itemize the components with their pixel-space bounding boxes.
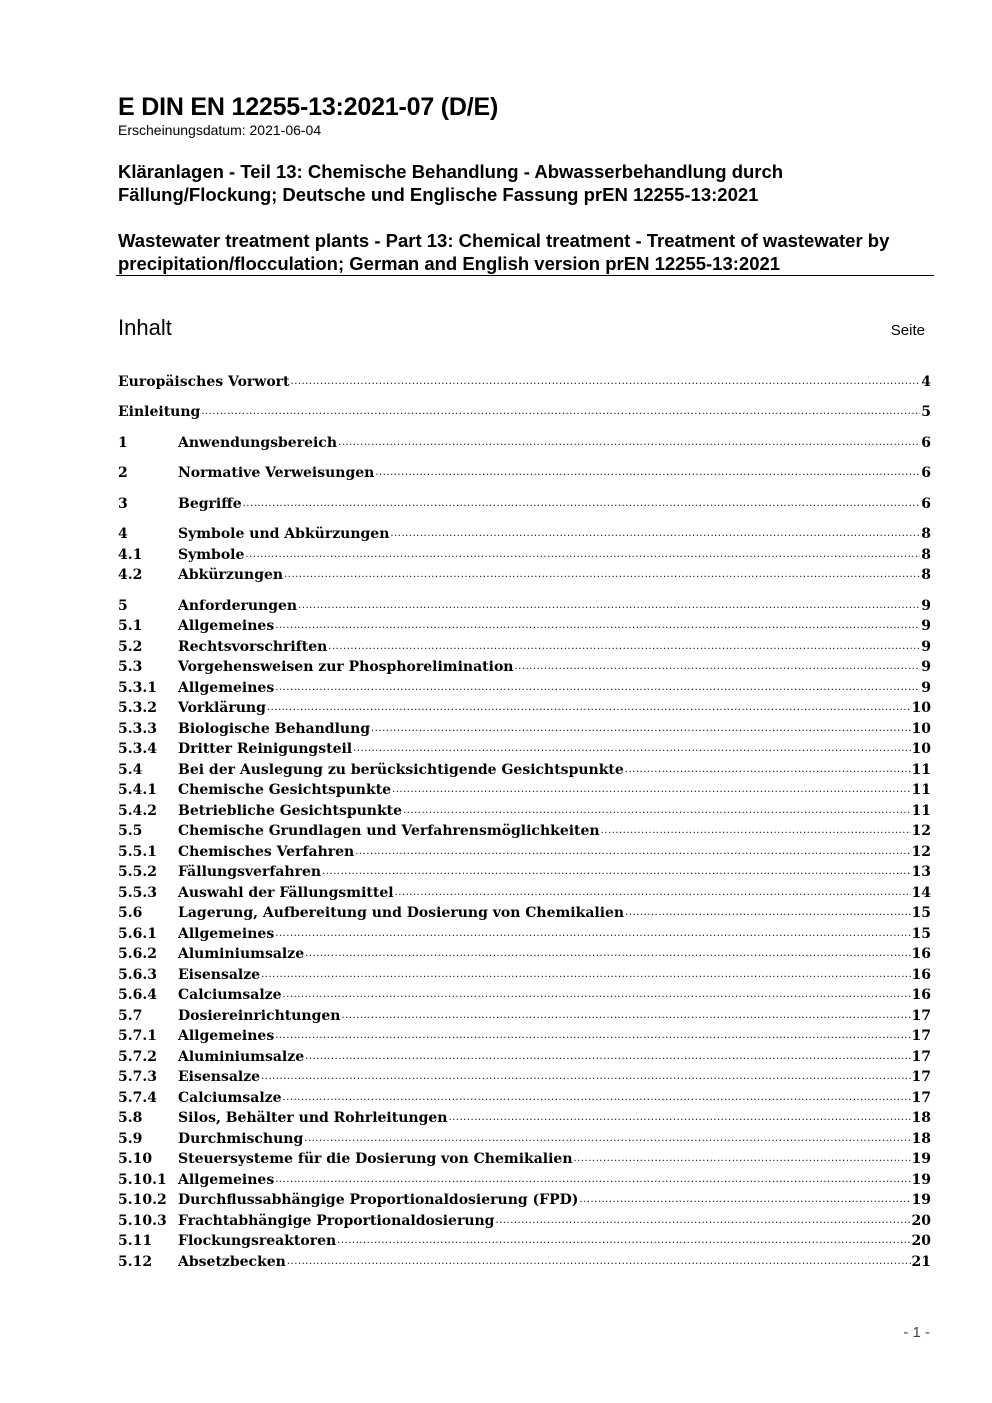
toc-entry-title: Calciumsalze <box>178 1090 282 1106</box>
toc-entry[interactable] <box>118 1067 931 1087</box>
title-german: Kläranlagen - Teil 13: Chemische Behandlung - Abwasserbehandlung durch Fällung/Flockung; Deutsche und Englische Fassung prEN 12255-13:2021 <box>118 161 784 205</box>
toc-entry-page: 20 <box>911 1233 931 1249</box>
toc-page-column-label: Seite <box>890 322 925 339</box>
toc-entry-page: 17 <box>911 1049 931 1065</box>
toc-entry[interactable] <box>118 616 931 636</box>
toc-dot-leader <box>243 492 921 514</box>
toc-entry-number: 5.9 <box>118 1131 143 1147</box>
toc-entry[interactable] <box>118 1231 931 1251</box>
toc-entry-title: Allgemeines <box>178 1172 275 1188</box>
toc-entry-page: 12 <box>911 823 931 839</box>
toc-entry-title: Flockungsreaktoren <box>178 1233 337 1249</box>
toc-dot-leader <box>305 942 910 964</box>
toc-entry-title: Auswahl der Fällungsmittel <box>178 885 394 901</box>
toc-entry-title: Bei der Auslegung zu berücksichtigende Gesichtspunkte <box>178 762 624 778</box>
toc-dot-leader <box>328 635 920 657</box>
toc-dot-leader <box>495 1209 910 1231</box>
toc-entry-page: 9 <box>921 680 931 696</box>
toc-entry[interactable] <box>118 1170 931 1190</box>
toc-entry-page: 17 <box>911 1028 931 1044</box>
toc-entry-title: Betriebliche Gesichtspunkte <box>178 803 403 819</box>
toc-entry-page: 15 <box>911 926 931 942</box>
toc-dot-leader <box>338 431 920 453</box>
toc-entry-number: 2 <box>118 465 128 481</box>
toc-dot-leader <box>283 1086 911 1108</box>
toc-entry-title: Chemische Gesichtspunkte <box>178 782 392 798</box>
toc-entry-page: 18 <box>911 1110 931 1126</box>
toc-entry-title: Chemisches Verfahren <box>178 844 355 860</box>
toc-entry-title: Calciumsalze <box>178 987 282 1003</box>
title-english: Wastewater treatment plants - Part 13: Chemical treatment - Treatment of wastewater by precipitation/flocculation; German and English version prEN 12255-13:2021 <box>118 230 890 274</box>
toc-entry[interactable] <box>118 678 931 698</box>
toc-entry[interactable] <box>118 1149 931 1169</box>
toc-entry-number: 1 <box>118 435 128 451</box>
toc-dot-leader <box>283 983 911 1005</box>
toc-entry-number: 5.11 <box>118 1233 153 1249</box>
toc-entry-number: 5.7.3 <box>118 1069 157 1085</box>
toc-entry-page: 18 <box>911 1131 931 1147</box>
toc-entry[interactable] <box>118 760 931 780</box>
toc-entry-page: 19 <box>911 1172 931 1188</box>
toc-dot-leader <box>291 370 921 392</box>
toc-entry[interactable] <box>118 944 931 964</box>
toc-entry-title: Chemische Grundlagen und Verfahrensmöglichkeiten <box>178 823 600 839</box>
toc-entry[interactable] <box>118 657 931 677</box>
toc-entry-number: 5.6 <box>118 905 143 921</box>
toc-entry-title: Rechtsvorschriften <box>178 639 328 655</box>
publication-date: Erscheinungsdatum: 2021-06-04 <box>118 122 322 138</box>
toc-entry-page: 11 <box>911 762 931 778</box>
toc-entry-number: 5.7.1 <box>118 1028 157 1044</box>
toc-entry[interactable] <box>118 801 931 821</box>
toc-entry-page: 16 <box>911 967 931 983</box>
toc-dot-leader <box>579 1188 910 1210</box>
toc-entry[interactable] <box>118 372 931 392</box>
toc-entry[interactable] <box>118 1252 931 1272</box>
toc-entry[interactable] <box>118 985 931 1005</box>
toc-entry-number: 5.6.4 <box>118 987 157 1003</box>
toc-entry-number: 5.5.1 <box>118 844 157 860</box>
toc-dot-leader <box>371 717 910 739</box>
toc-dot-leader <box>267 696 911 718</box>
toc-entry-page: 17 <box>911 1008 931 1024</box>
toc-entry[interactable] <box>118 842 931 862</box>
toc-dot-leader <box>304 1127 910 1149</box>
toc-entry-title: Fällungsverfahren <box>178 864 322 880</box>
toc-entry[interactable] <box>118 862 931 882</box>
toc-entry-number: 5.4.2 <box>118 803 157 819</box>
toc-entry-page: 8 <box>921 526 931 542</box>
toc-entry-page: 6 <box>921 496 931 512</box>
toc-dot-leader <box>275 676 920 698</box>
toc-entry-number: 5.10 <box>118 1151 153 1167</box>
toc-dot-leader <box>390 522 920 544</box>
toc-heading: Inhalt <box>118 315 172 340</box>
toc-entry-title: Frachtabhängige Proportionaldosierung <box>178 1213 495 1229</box>
toc-entry-title: Begriffe <box>178 496 242 512</box>
toc-entry-page: 19 <box>911 1192 931 1208</box>
toc-entry-title: Eisensalze <box>178 1069 261 1085</box>
toc-dot-leader <box>448 1106 910 1128</box>
toc-entry-title: Aluminiumsalze <box>178 1049 305 1065</box>
toc-dot-leader <box>574 1147 911 1169</box>
toc-entry-title: Dritter Reinigungsteil <box>178 741 353 757</box>
toc-entry-page: 17 <box>911 1090 931 1106</box>
toc-entry-number: 5.3.3 <box>118 721 157 737</box>
toc-entry-title: Absetzbecken <box>178 1254 286 1270</box>
toc-entry-number: 5.1 <box>118 618 143 634</box>
toc-dot-leader <box>275 1168 910 1190</box>
toc-entry[interactable] <box>118 494 931 514</box>
toc-dot-leader <box>355 840 910 862</box>
toc-entry[interactable] <box>118 545 931 565</box>
toc-entry-title: Normative Verweisungen <box>178 465 375 481</box>
toc-entry-page: 6 <box>921 435 931 451</box>
toc-entry-title: Aluminiumsalze <box>178 946 305 962</box>
toc-entry[interactable] <box>118 821 931 841</box>
toc-dot-leader <box>298 594 920 616</box>
toc-entry-title: Silos, Behälter und Rohrleitungen <box>178 1110 448 1126</box>
toc-entry-title: Steuersysteme für die Dosierung von Chemikalien <box>178 1151 573 1167</box>
toc-entry-title: Anforderungen <box>178 598 298 614</box>
toc-entry[interactable] <box>118 739 931 759</box>
toc-entry[interactable] <box>118 1108 931 1128</box>
toc-entry-page: 11 <box>911 782 931 798</box>
toc-entry-number: 5.10.2 <box>118 1192 167 1208</box>
toc-entry-title: Lagerung, Aufbereitung und Dosierung von Chemikalien <box>178 905 625 921</box>
toc-entry-number: 5.10.1 <box>118 1172 167 1188</box>
toc-entry-number: 5.7 <box>118 1008 143 1024</box>
toc-dot-leader <box>403 799 910 821</box>
toc-entry-number: 5.3.2 <box>118 700 157 716</box>
toc-entry-number: 5.5.2 <box>118 864 157 880</box>
toc-dot-leader <box>322 860 910 882</box>
toc-entry-page: 10 <box>911 721 931 737</box>
toc-entry-page: 4 <box>921 374 931 390</box>
toc-dot-leader <box>275 922 910 944</box>
toc-entry-title: Vorgehensweisen zur Phosphorelimination <box>178 659 514 675</box>
toc-entry[interactable] <box>118 1190 931 1210</box>
toc-entry-page: 9 <box>921 618 931 634</box>
toc-entry-page: 8 <box>921 567 931 583</box>
toc-entry[interactable] <box>118 463 931 483</box>
toc-entry-title: Anwendungsbereich <box>178 435 337 451</box>
toc-entry-number: 5.7.2 <box>118 1049 157 1065</box>
toc-entry-title: Allgemeines <box>178 618 275 634</box>
toc-entry[interactable] <box>118 924 931 944</box>
toc-entry[interactable] <box>118 883 931 903</box>
toc-entry[interactable] <box>118 1129 931 1149</box>
toc-entry-number: 5.5.3 <box>118 885 157 901</box>
toc-entry[interactable] <box>118 524 931 544</box>
toc-entry-page: 5 <box>921 404 931 420</box>
toc-dot-leader <box>392 778 910 800</box>
toc-entry-number: 5.6.1 <box>118 926 157 942</box>
toc-entry-page: 14 <box>911 885 931 901</box>
toc-entry-number: 4.2 <box>118 567 143 583</box>
toc-entry-number: 5.3.4 <box>118 741 157 757</box>
toc-dot-leader <box>337 1229 910 1251</box>
toc-entry[interactable] <box>118 433 931 453</box>
toc-entry-page: 9 <box>921 598 931 614</box>
toc-entry-title: Vorklärung <box>178 700 266 716</box>
toc-dot-leader <box>625 901 910 923</box>
document-number: E DIN EN 12255-13:2021-07 (D/E) <box>118 93 499 121</box>
toc-dot-leader <box>284 563 920 585</box>
toc-entry-number: 5.8 <box>118 1110 143 1126</box>
toc-entry-number: 5.6.3 <box>118 967 157 983</box>
toc-entry-title: Biologische Behandlung <box>178 721 371 737</box>
toc-entry-page: 10 <box>911 700 931 716</box>
toc-entry-title: Symbole <box>178 547 245 563</box>
toc-entry-number: 5.3 <box>118 659 143 675</box>
toc-entry-number: 5.6.2 <box>118 946 157 962</box>
toc-dot-leader <box>375 461 920 483</box>
toc-dot-leader <box>245 543 920 565</box>
toc-dot-leader <box>601 819 911 841</box>
toc-entry-title: Allgemeines <box>178 926 275 942</box>
toc-dot-leader <box>353 737 910 759</box>
toc-dot-leader <box>275 614 920 636</box>
toc-dot-leader <box>261 1065 910 1087</box>
toc-entry-page: 13 <box>911 864 931 880</box>
toc-dot-leader <box>514 655 920 677</box>
toc-entry-number: 3 <box>118 496 128 512</box>
toc-entry-number: 5.10.3 <box>118 1213 167 1229</box>
toc-entry-title: Allgemeines <box>178 1028 275 1044</box>
toc-entry-title: Allgemeines <box>178 680 275 696</box>
toc-entry-title: Eisensalze <box>178 967 261 983</box>
toc-entry-number: 5.2 <box>118 639 143 655</box>
toc-entry[interactable] <box>118 1006 931 1026</box>
toc-entry-title: Einleitung <box>118 404 201 420</box>
toc-entry-title: Symbole und Abkürzungen <box>178 526 390 542</box>
toc-entry-number: 4.1 <box>118 547 143 563</box>
toc-entry[interactable] <box>118 1047 931 1067</box>
page-number: - 1 - <box>903 1324 930 1341</box>
toc-entry-title: Durchflussabhängige Proportionaldosierung (FPD) <box>178 1192 579 1208</box>
toc-entry[interactable] <box>118 637 931 657</box>
toc-entry-page: 12 <box>911 844 931 860</box>
toc-entry-page: 16 <box>911 987 931 1003</box>
toc-entry-number: 5.7.4 <box>118 1090 157 1106</box>
toc-entry-number: 5 <box>118 598 128 614</box>
toc-entry-title: Dosiereinrichtungen <box>178 1008 341 1024</box>
toc-entry[interactable] <box>118 402 931 422</box>
toc-entry-title: Abkürzungen <box>178 567 284 583</box>
toc-entry[interactable] <box>118 903 931 923</box>
toc-entry[interactable] <box>118 719 931 739</box>
toc-dot-leader <box>287 1250 911 1272</box>
toc-entry-page: 15 <box>911 905 931 921</box>
toc-entry-page: 10 <box>911 741 931 757</box>
toc-entry-page: 20 <box>911 1213 931 1229</box>
toc-entry[interactable] <box>118 1088 931 1108</box>
toc-entry-title: Durchmischung <box>178 1131 304 1147</box>
toc-entry-number: 5.4 <box>118 762 143 778</box>
toc-entry[interactable] <box>118 565 931 585</box>
toc-entry[interactable] <box>118 1211 931 1231</box>
toc-dot-leader <box>305 1045 910 1067</box>
toc-dot-leader <box>341 1004 910 1026</box>
toc-entry-number: 5.5 <box>118 823 143 839</box>
toc-dot-leader <box>201 400 920 422</box>
toc-entry-number: 5.4.1 <box>118 782 157 798</box>
toc-entry[interactable] <box>118 780 931 800</box>
toc-entry[interactable] <box>118 965 931 985</box>
toc-dot-leader <box>275 1024 910 1046</box>
toc-entry-page: 19 <box>911 1151 931 1167</box>
toc-entry-page: 6 <box>921 465 931 481</box>
toc-entry-page: 16 <box>911 946 931 962</box>
toc-entry-page: 17 <box>911 1069 931 1085</box>
title-divider <box>116 275 934 276</box>
toc-entry-page: 11 <box>911 803 931 819</box>
toc-entry[interactable] <box>118 1026 931 1046</box>
toc-entry-page: 21 <box>911 1254 931 1270</box>
toc-entry-number: 5.3.1 <box>118 680 157 696</box>
toc-entry-page: 9 <box>921 639 931 655</box>
toc-dot-leader <box>261 963 910 985</box>
toc-dot-leader <box>395 881 911 903</box>
toc-entry-number: 5.12 <box>118 1254 153 1270</box>
toc-entry-page: 8 <box>921 547 931 563</box>
toc-entry-number: 4 <box>118 526 128 542</box>
toc-entry[interactable] <box>118 698 931 718</box>
toc-entry[interactable] <box>118 596 931 616</box>
toc-entry-page: 9 <box>921 659 931 675</box>
toc-dot-leader <box>625 758 911 780</box>
toc-entry-title: Europäisches Vorwort <box>118 374 290 390</box>
